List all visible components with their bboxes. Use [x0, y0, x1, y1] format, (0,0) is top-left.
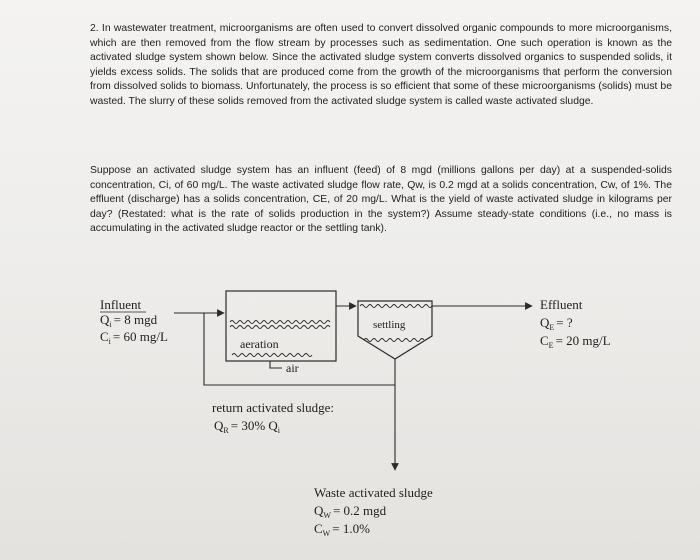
- aeration-bubbles: [232, 354, 312, 357]
- waste-c-subscript: W: [322, 529, 331, 538]
- waste-sludge-flow-text: [314, 503, 387, 520]
- waste-q-subscript: W: [323, 511, 331, 520]
- waste-c-symbol: C: [314, 521, 323, 536]
- effluent-q-symbol: Q: [540, 315, 550, 330]
- air-inlet-line: [270, 361, 282, 368]
- aeration-water-surface-2: [230, 326, 330, 329]
- waste-c-value: = 1.0%: [332, 521, 370, 536]
- return-q-value-subscript: i: [277, 426, 281, 435]
- return-q-symbol: Q: [214, 418, 224, 433]
- influent-q-symbol: Q: [100, 312, 110, 327]
- return-q-subscript: R: [223, 426, 229, 435]
- return-q-value: = 30% Q: [230, 418, 278, 433]
- effluent-concentration-text: [540, 333, 611, 350]
- effluent-c-symbol: C: [540, 333, 549, 348]
- effluent-flow-text: [540, 315, 573, 332]
- settling-sludge-blanket: [364, 339, 424, 342]
- aeration-water-surface: [230, 321, 330, 324]
- problem-question-paragraph: Suppose an activated sludge system has an influent (feed) of 8 mgd (millions gallons per day) at a suspended-solids concentration, Ci, of 60 mg/L. The waste activated sludge flow rate, Qw, is 0.2 mgd at a solids concentration, Cw, of 1%. The effluent (discharge) has a solids concentration, CE, of 20 mg/L. What is the yield of waste activated sludge in kilograms per day? (Restated: what is the rate of solids production in the system?) Assume steady-state conditions (i.e., no mass is accumulating in the activated sludge reactor or the settling tank).: [90, 165, 672, 235]
- waste-q-symbol: Q: [314, 503, 324, 518]
- influent-q-value: = 8 mgd: [113, 312, 158, 327]
- waste-sludge-title: Waste activated sludge: [314, 485, 433, 500]
- influent-c-symbol: C: [100, 329, 109, 344]
- effluent-q-value: = ?: [556, 315, 573, 330]
- return-sludge-title: return activated sludge:: [212, 400, 335, 415]
- effluent-q-subscript: E: [549, 323, 555, 332]
- influent-c-subscript: i: [108, 337, 111, 346]
- aeration-label: aeration: [240, 337, 279, 351]
- air-label: air: [286, 361, 299, 375]
- influent-q-subscript: i: [109, 320, 112, 329]
- problem-intro-paragraph: 2. In wastewater treatment, microorganisms are often used to convert dissolved organic compounds to more microorganisms, which are then removed from the flow stream by processes such as sedimentation. One such operation is known as the activated sludge system shown below. Since the activated sludge system converts dissolved organics to suspended solids, it yields excess solids. The solids that are produced come from the growth of the microorganisms that perform the conversion from dissolved solids to biomass. Unfortunately, the process is so efficient that some of these microorganisms (solids) must be wasted. The slurry of these solids removed from the activated sludge system is called waste activated sludge.: [90, 23, 672, 107]
- influent-title: Influent: [100, 297, 142, 312]
- waste-sludge-concentration-text: [314, 521, 370, 538]
- effluent-c-value: = 20 mg/L: [555, 333, 611, 348]
- settling-water-surface: [360, 305, 432, 308]
- influent-concentration-text: [100, 329, 168, 346]
- settling-label: settling: [373, 319, 406, 331]
- effluent-c-subscript: E: [548, 341, 554, 350]
- influent-c-value: = 60 mg/L: [112, 329, 168, 344]
- effluent-title: Effluent: [540, 297, 583, 312]
- waste-q-value: = 0.2 mgd: [332, 503, 387, 518]
- influent-flow-text: [100, 312, 158, 329]
- return-sludge-flow-text: [214, 418, 281, 435]
